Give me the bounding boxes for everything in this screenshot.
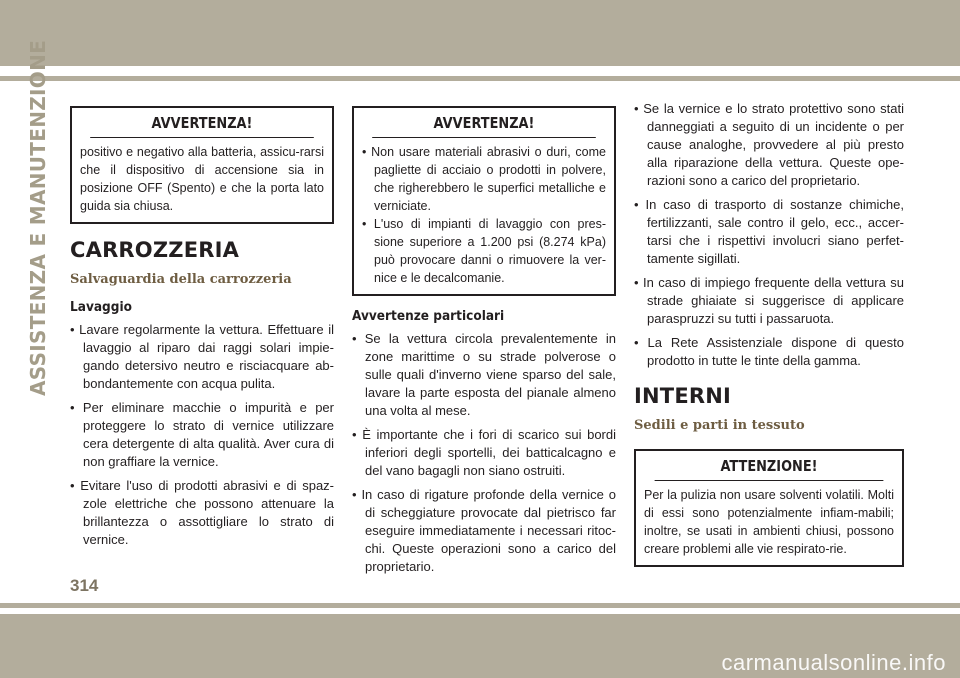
- subsection-title: Salvaguardia della carrozzeria: [70, 272, 292, 287]
- column-2: [352, 106, 616, 582]
- bullet-list: [70, 321, 334, 549]
- section-title: INTERNI: [634, 384, 732, 408]
- warning-box-body: [354, 138, 614, 294]
- list-item: • L'uso di impianti di lavaggio con pres-sione superiore a 1.200 psi (8.274 kPa) può provocare danni o rimuovere la ver-nice e le decalcomanie.: [362, 215, 606, 287]
- subsection-title: Sedili e parti in tessuto: [634, 418, 805, 433]
- column-3: [634, 100, 904, 567]
- list-item: • In caso di impiego frequente della vettura su strade ghiaiate si suggerisce di applicare paraspruzzi su tutti i passaruota.: [634, 274, 904, 328]
- page-number: 314: [70, 576, 99, 595]
- column-1: [70, 106, 334, 555]
- heading: Lavaggio: [70, 299, 132, 315]
- warning-box-title: AVVERTENZA!: [372, 108, 596, 138]
- warning-box: [70, 106, 334, 224]
- bullet-list: [352, 330, 616, 576]
- warning-box-text: positivo e negativo alla batteria, assicu-rarsi che il dispositivo di accensione sia in posizione OFF (Spento) e che la porta lato guida sia chiusa.: [80, 145, 324, 213]
- section-title: CARROZZERIA: [70, 238, 240, 262]
- list-item: • La Rete Assistenziale dispone di questo prodotto in tutte le tinte della gamma.: [634, 334, 904, 370]
- attention-box-title: ATTENZIONE!: [655, 451, 884, 481]
- bullet-list: [634, 100, 904, 370]
- list-item: • Lavare regolarmente la vettura. Effettuare il lavaggio al riparo dai raggi solari impie-gando detersivo neutro e risciacquare ab-bondantemente con acqua pulita.: [70, 321, 334, 393]
- heading: Avvertenze particolari: [352, 308, 505, 324]
- list-item: • È importante che i fori di scarico sui bordi inferiori degli sportelli, dei batticalcagno e del vano bagagli non siano ostruiti.: [352, 426, 616, 480]
- top-rule: [0, 76, 960, 81]
- attention-box-text: Per la pulizia non usare solventi volatili. Molti di essi sono potenzialmente infiam-mabili; inoltre, se usati in ambienti chiusi, possono creare problemi alle vie respirato-rie.: [644, 488, 894, 556]
- list-item: • Per eliminare macchie o impurità e per proteggere lo strato di vernice utilizzare cera detergente di alta qualità. Aver cura di non graffiare la vernice.: [70, 399, 334, 471]
- list-item: • Se la vernice e lo strato protettivo sono stati danneggiati a seguito di un incidente o per cause analoghe, provvedere al più presto alla riparazione della vettura. Queste ope-razioni sono a carico del proprietario.: [634, 100, 904, 190]
- list-item: • Evitare l'uso di prodotti abrasivi e di spaz-zole elettriche che possono attenuare la brillantezza o assottigliare lo strato di vernice.: [70, 477, 334, 549]
- section-side-tab: ASSISTENZA E MANUTENZIONE: [26, 39, 50, 396]
- warning-box-title: AVVERTENZA!: [90, 108, 314, 138]
- watermark: carmanualsonline.info: [721, 650, 946, 675]
- top-band: [0, 0, 960, 66]
- list-item: • Non usare materiali abrasivi o duri, come pagliette di acciaio o prodotti in polvere, che righerebbero le superfici metalliche e verniciate.: [362, 143, 606, 215]
- bottom-rule: [0, 603, 960, 608]
- attention-box: [634, 449, 904, 567]
- warning-box: [352, 106, 616, 296]
- list-item: • In caso di trasporto di sostanze chimiche, fertilizzanti, sale contro il gelo, ecc., accer-tarsi che i rispettivi involucri siano perfet-tamente sigillati.: [634, 196, 904, 268]
- list-item: • Se la vettura circola prevalentemente in zone marittime o su strade polverose o sulle quali d'inverno viene sparso del sale, lavare la parte esposta del pianale almeno una volta al mese.: [352, 330, 616, 420]
- list-item: • In caso di rigature profonde della vernice o di scheggiature provocate dal pietrisco far eseguire immediatamente i necessari ritoc-chi. Queste operazioni sono a carico del proprietario.: [352, 486, 616, 576]
